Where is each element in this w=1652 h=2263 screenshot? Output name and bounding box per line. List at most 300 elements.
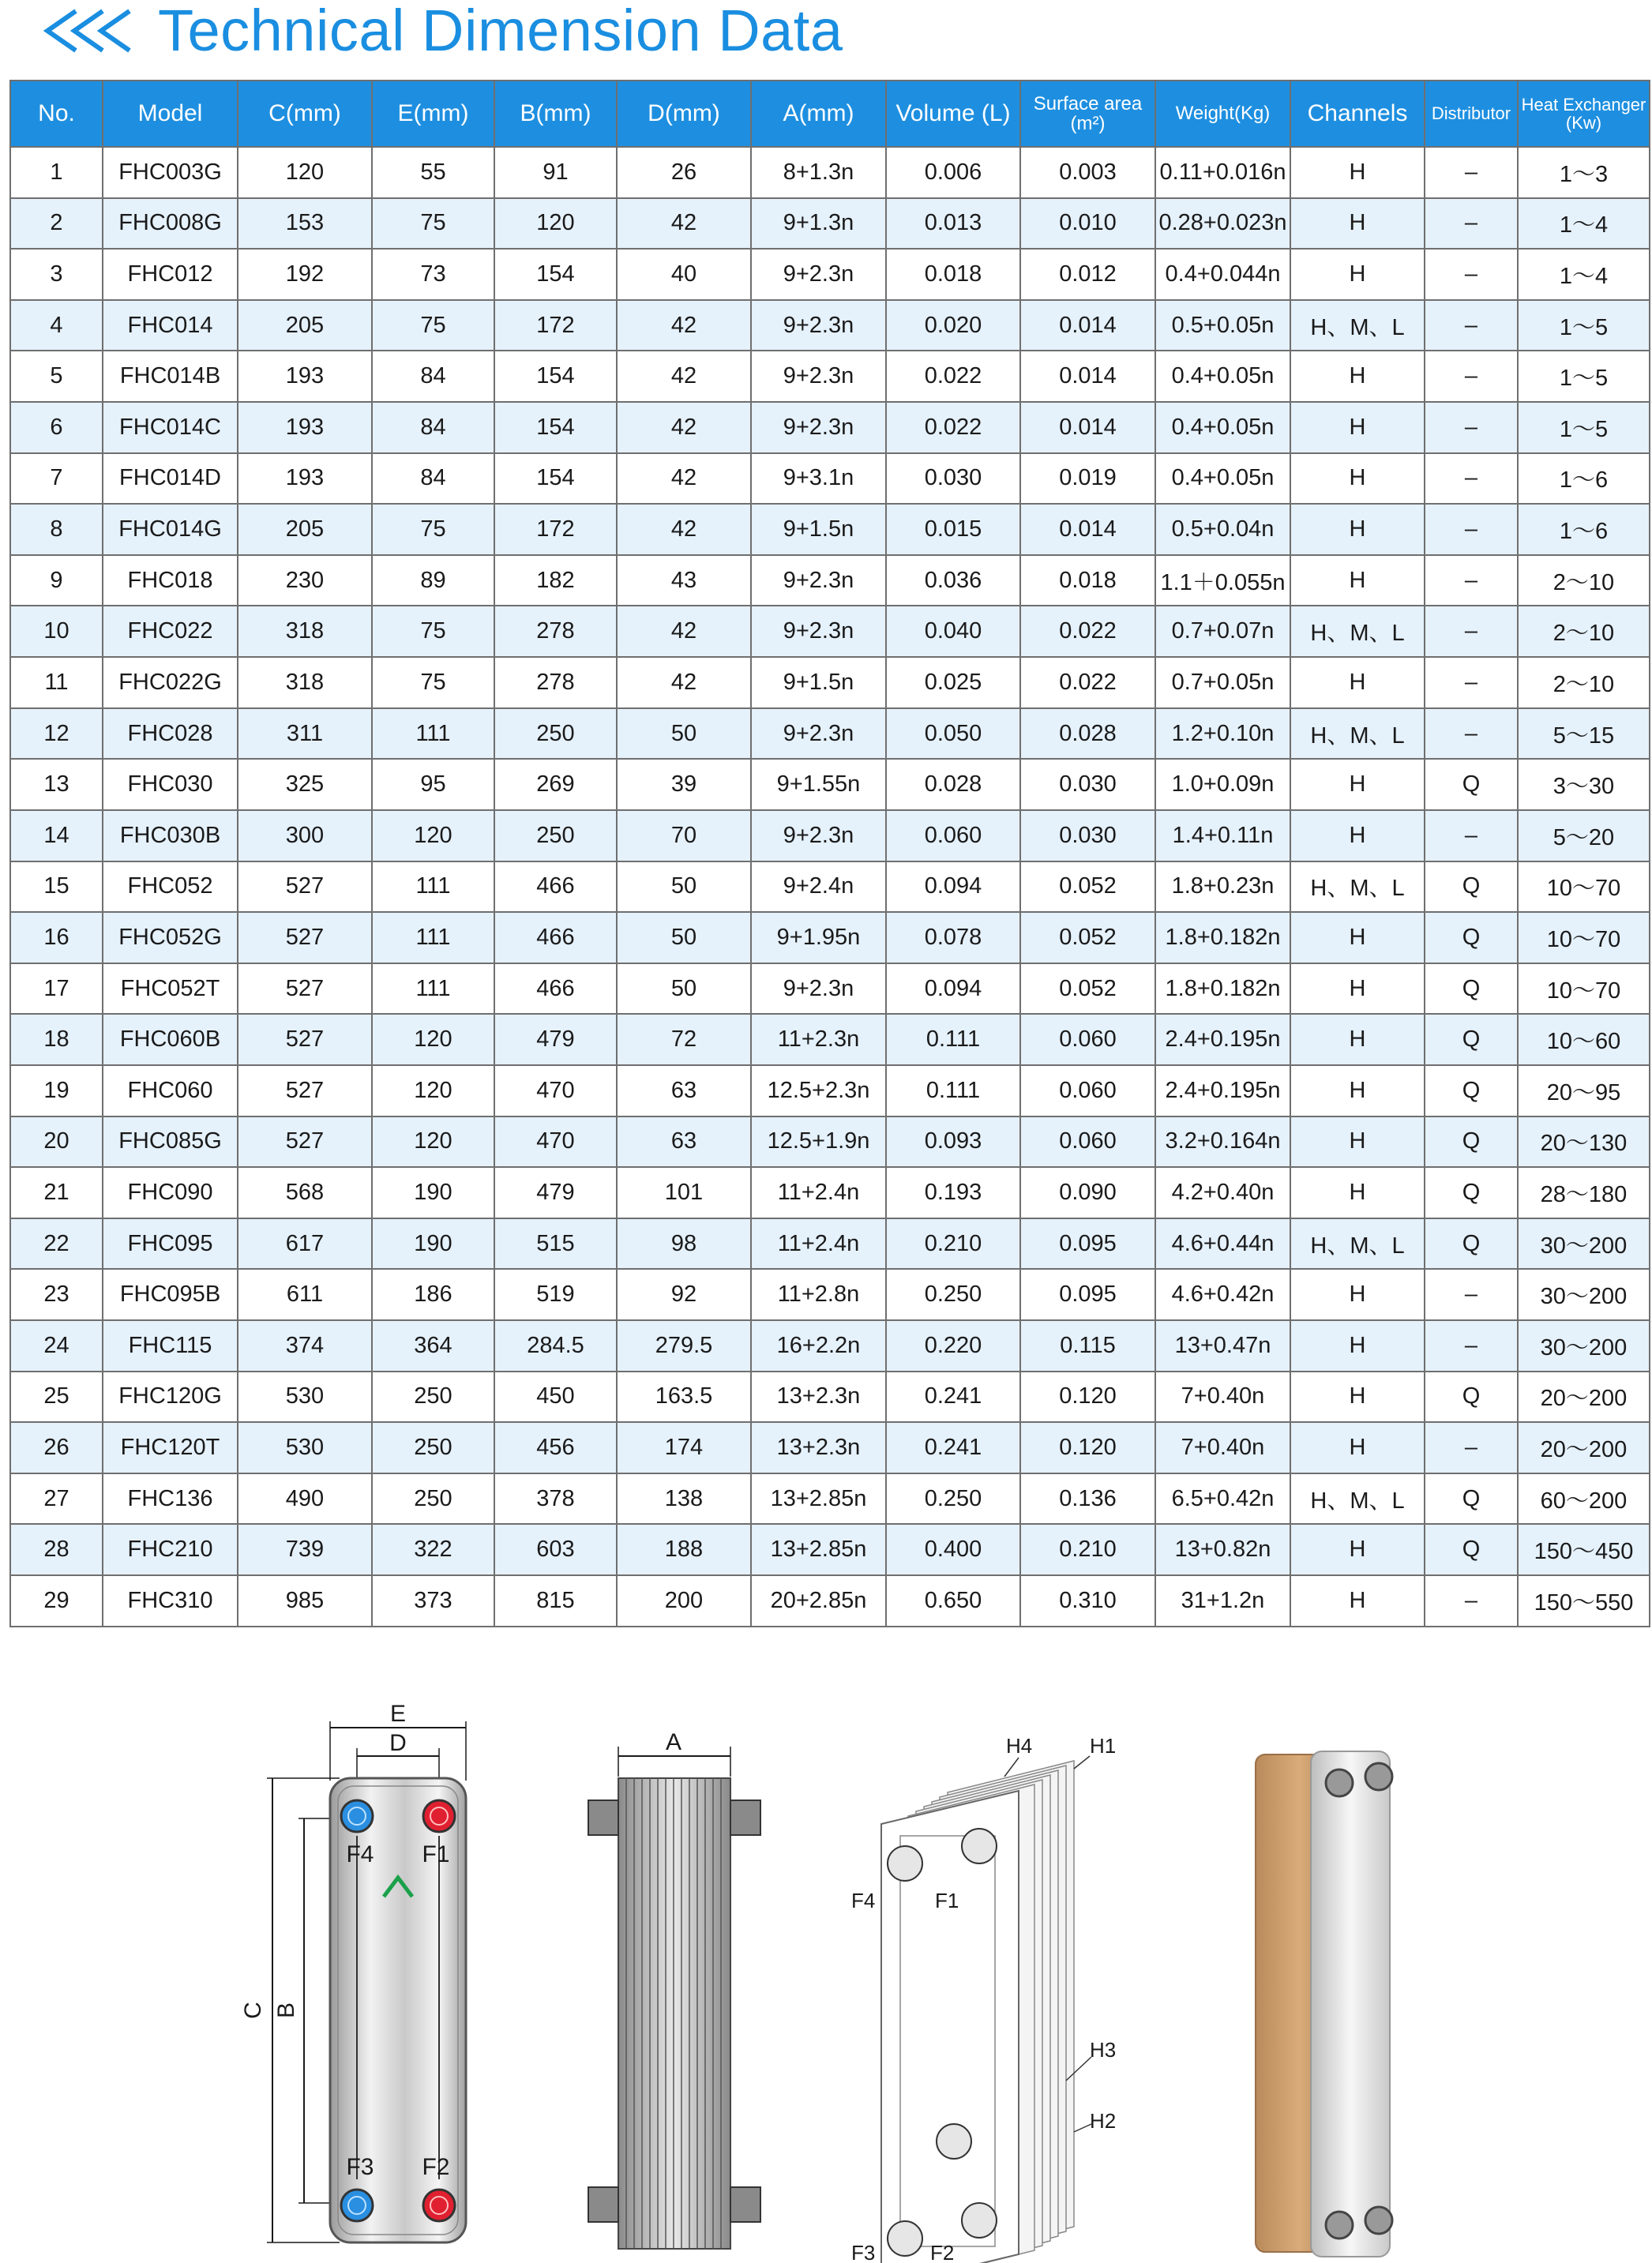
cell-volume: 0.050 (886, 708, 1020, 760)
cell-c: 325 (238, 759, 372, 810)
cell-b: 470 (494, 1065, 617, 1116)
cell-distributor: Q (1425, 1218, 1518, 1270)
cell-weight: 1.2+0.10n (1155, 708, 1290, 760)
cell-no: 15 (10, 861, 103, 913)
cell-channels: H (1290, 504, 1425, 555)
cell-a: 9+2.4n (751, 861, 886, 913)
cell-no: 9 (10, 555, 103, 606)
cell-d: 43 (617, 555, 751, 606)
diagram-area (0, 1658, 1652, 2263)
exploded-h2-label: H2 (1090, 2109, 1117, 2133)
cell-heat-exchanger: 3～30 (1518, 759, 1650, 810)
cell-a: 11+2.3n (751, 1014, 886, 1065)
cell-surface-area: 0.052 (1020, 861, 1155, 913)
table-row (10, 1116, 1650, 1168)
cell-no: 28 (10, 1524, 103, 1575)
table-row (10, 1320, 1650, 1372)
cell-heat-exchanger: 2～10 (1518, 606, 1650, 657)
cell-model: FHC014B (103, 351, 238, 402)
cell-volume: 0.015 (886, 504, 1020, 555)
port-f4-label: F4 (346, 1841, 374, 1867)
cell-a: 12.5+1.9n (751, 1116, 886, 1168)
cell-e: 373 (372, 1575, 494, 1627)
cell-distributor: Q (1425, 861, 1518, 913)
cell-d: 42 (617, 198, 751, 250)
cell-c: 374 (238, 1320, 372, 1372)
cell-model: FHC136 (103, 1473, 238, 1525)
table-row (10, 453, 1650, 505)
dimension-table (9, 80, 1650, 1627)
cell-heat-exchanger: 60～200 (1518, 1473, 1650, 1525)
cell-a: 9+1.5n (751, 504, 886, 555)
cell-weight: 0.4+0.05n (1155, 351, 1290, 402)
cell-d: 63 (617, 1116, 751, 1168)
cell-heat-exchanger: 1～4 (1518, 249, 1650, 300)
table-row (10, 1167, 1650, 1218)
cell-channels: H (1290, 1116, 1425, 1168)
cell-channels: H、M、L (1290, 708, 1425, 760)
cell-weight: 7+0.40n (1155, 1372, 1290, 1423)
header-distributor: Distributor (1425, 81, 1518, 147)
cell-distributor: – (1425, 504, 1518, 555)
cell-weight: 6.5+0.42n (1155, 1473, 1290, 1525)
cell-d: 70 (617, 810, 751, 861)
table-row (10, 1014, 1650, 1065)
cell-a: 11+2.8n (751, 1269, 886, 1320)
cell-c: 527 (238, 861, 372, 913)
cell-a: 9+2.3n (751, 402, 886, 453)
cell-model: FHC018 (103, 555, 238, 606)
cell-surface-area: 0.012 (1020, 249, 1155, 300)
cell-distributor: – (1425, 402, 1518, 453)
cell-a: 9+2.3n (751, 810, 886, 861)
cell-volume: 0.022 (886, 402, 1020, 453)
cell-heat-exchanger: 1～5 (1518, 300, 1650, 351)
cell-a: 12.5+2.3n (751, 1065, 886, 1116)
cell-no: 2 (10, 198, 103, 250)
cell-a: 9+2.3n (751, 606, 886, 657)
exploded-f3-label: F3 (851, 2241, 876, 2263)
cell-model: FHC060 (103, 1065, 238, 1116)
exploded-f4-label: F4 (851, 1889, 876, 1912)
cell-distributor: – (1425, 1269, 1518, 1320)
cell-a: 9+2.3n (751, 555, 886, 606)
cell-weight: 0.4+0.05n (1155, 453, 1290, 505)
cell-weight: 1.8+0.182n (1155, 912, 1290, 963)
cell-heat-exchanger: 1～4 (1518, 198, 1650, 250)
cell-c: 311 (238, 708, 372, 760)
cell-no: 14 (10, 810, 103, 861)
cell-surface-area: 0.210 (1020, 1524, 1155, 1575)
cell-e: 111 (372, 912, 494, 963)
cell-volume: 0.250 (886, 1473, 1020, 1525)
cell-heat-exchanger: 10～60 (1518, 1014, 1650, 1065)
cell-b: 278 (494, 657, 617, 708)
table-row (10, 912, 1650, 963)
cell-e: 120 (372, 1116, 494, 1168)
cell-d: 50 (617, 912, 751, 963)
cell-volume: 0.020 (886, 300, 1020, 351)
cell-heat-exchanger: 2～10 (1518, 555, 1650, 606)
cell-weight: 4.6+0.42n (1155, 1269, 1290, 1320)
cell-d: 63 (617, 1065, 751, 1116)
cell-distributor: – (1425, 606, 1518, 657)
cell-surface-area: 0.115 (1020, 1320, 1155, 1372)
cell-distributor: Q (1425, 1014, 1518, 1065)
cell-b: 815 (494, 1575, 617, 1627)
cell-weight: 4.6+0.44n (1155, 1218, 1290, 1270)
cell-distributor: – (1425, 810, 1518, 861)
cell-b: 450 (494, 1372, 617, 1423)
cell-d: 98 (617, 1218, 751, 1270)
cell-no: 26 (10, 1422, 103, 1473)
cell-weight: 0.28+0.023n (1155, 198, 1290, 250)
cell-no: 16 (10, 912, 103, 963)
cell-channels: H (1290, 657, 1425, 708)
cell-distributor: – (1425, 453, 1518, 505)
cell-volume: 0.030 (886, 453, 1020, 505)
cell-distributor: Q (1425, 759, 1518, 810)
cell-d: 138 (617, 1473, 751, 1525)
table-row (10, 861, 1650, 913)
cell-model: FHC022 (103, 606, 238, 657)
cell-no: 6 (10, 402, 103, 453)
cell-b: 456 (494, 1422, 617, 1473)
cell-channels: H、M、L (1290, 1218, 1425, 1270)
cell-volume: 0.220 (886, 1320, 1020, 1372)
header-weight: Weight(Kg) (1155, 81, 1290, 147)
cell-volume: 0.193 (886, 1167, 1020, 1218)
exploded-h3-label: H3 (1090, 2038, 1117, 2062)
cell-a: 9+1.5n (751, 657, 886, 708)
exploded-f2-label: F2 (930, 2241, 955, 2263)
cell-surface-area: 0.014 (1020, 300, 1155, 351)
port-f1-icon (423, 1800, 455, 1832)
cell-no: 8 (10, 504, 103, 555)
cell-no: 18 (10, 1014, 103, 1065)
cell-c: 739 (238, 1524, 372, 1575)
cell-volume: 0.060 (886, 810, 1020, 861)
cell-surface-area: 0.060 (1020, 1014, 1155, 1065)
cell-heat-exchanger: 10～70 (1518, 963, 1650, 1015)
cell-channels: H (1290, 402, 1425, 453)
cell-distributor: – (1425, 1422, 1518, 1473)
table-row (10, 759, 1650, 810)
exploded-h1-label: H1 (1090, 1734, 1117, 1758)
cell-heat-exchanger: 10～70 (1518, 912, 1650, 963)
cell-b: 172 (494, 300, 617, 351)
cell-volume: 0.025 (886, 657, 1020, 708)
cell-c: 527 (238, 1014, 372, 1065)
cell-volume: 0.040 (886, 606, 1020, 657)
cell-c: 230 (238, 555, 372, 606)
cell-c: 300 (238, 810, 372, 861)
cell-distributor: – (1425, 351, 1518, 402)
cell-channels: H (1290, 759, 1425, 810)
cell-weight: 1.4+0.11n (1155, 810, 1290, 861)
cell-channels: H、M、L (1290, 861, 1425, 913)
cell-e: 111 (372, 861, 494, 913)
cell-distributor: Q (1425, 1524, 1518, 1575)
cell-no: 24 (10, 1320, 103, 1372)
table-row (10, 300, 1650, 351)
cell-c: 527 (238, 963, 372, 1015)
cell-distributor: – (1425, 249, 1518, 300)
table-row (10, 402, 1650, 453)
cell-b: 378 (494, 1473, 617, 1525)
cell-e: 84 (372, 351, 494, 402)
cell-heat-exchanger: 5～15 (1518, 708, 1650, 760)
cell-volume: 0.650 (886, 1575, 1020, 1627)
cell-heat-exchanger: 2～10 (1518, 657, 1650, 708)
cell-e: 75 (372, 198, 494, 250)
cell-heat-exchanger: 5～20 (1518, 810, 1650, 861)
cell-no: 19 (10, 1065, 103, 1116)
cell-c: 985 (238, 1575, 372, 1627)
cell-b: 479 (494, 1167, 617, 1218)
port-f3-label: F3 (346, 2154, 374, 2180)
port-f2-label: F2 (422, 2154, 450, 2180)
cell-e: 364 (372, 1320, 494, 1372)
cell-model: FHC030B (103, 810, 238, 861)
cell-model: FHC030 (103, 759, 238, 810)
cell-surface-area: 0.030 (1020, 810, 1155, 861)
cell-b: 479 (494, 1014, 617, 1065)
cell-no: 17 (10, 963, 103, 1015)
table-row (10, 555, 1650, 606)
header-hx-line2: (Kw) (1565, 113, 1602, 133)
cell-weight: 31+1.2n (1155, 1575, 1290, 1627)
cell-e: 73 (372, 249, 494, 300)
cell-b: 519 (494, 1269, 617, 1320)
cell-e: 190 (372, 1167, 494, 1218)
cell-model: FHC310 (103, 1575, 238, 1627)
cell-surface-area: 0.310 (1020, 1575, 1155, 1627)
cell-c: 527 (238, 912, 372, 963)
cell-surface-area: 0.030 (1020, 759, 1155, 810)
table-row (10, 1473, 1650, 1525)
cell-surface-area: 0.018 (1020, 555, 1155, 606)
dim-e-label: E (389, 1701, 407, 1727)
cell-surface-area: 0.060 (1020, 1116, 1155, 1168)
cell-surface-area: 0.003 (1020, 147, 1155, 198)
cell-surface-area: 0.010 (1020, 198, 1155, 250)
cell-heat-exchanger: 1～3 (1518, 147, 1650, 198)
cell-a: 13+2.3n (751, 1422, 886, 1473)
cell-d: 42 (617, 402, 751, 453)
cell-model: FHC008G (103, 198, 238, 250)
cell-distributor: – (1425, 300, 1518, 351)
cell-weight: 0.7+0.05n (1155, 657, 1290, 708)
cell-d: 163.5 (617, 1372, 751, 1423)
cell-c: 193 (238, 402, 372, 453)
cell-distributor: – (1425, 1320, 1518, 1372)
cell-channels: H (1290, 453, 1425, 505)
cell-d: 72 (617, 1014, 751, 1065)
cell-weight: 1.1＋0.055n (1155, 555, 1290, 606)
cell-a: 11+2.4n (751, 1167, 886, 1218)
cell-no: 27 (10, 1473, 103, 1525)
cell-e: 250 (372, 1473, 494, 1525)
table-row (10, 1065, 1650, 1116)
cell-e: 75 (372, 606, 494, 657)
cell-channels: H (1290, 249, 1425, 300)
header-e: E(mm) (372, 81, 494, 147)
cell-channels: H (1290, 1372, 1425, 1423)
header-surface-line2: (m²) (1070, 113, 1106, 134)
cell-no: 10 (10, 606, 103, 657)
cell-d: 42 (617, 300, 751, 351)
cell-channels: H (1290, 1422, 1425, 1473)
cell-volume: 0.111 (886, 1014, 1020, 1065)
cell-d: 101 (617, 1167, 751, 1218)
cell-heat-exchanger: 30～200 (1518, 1320, 1650, 1372)
cell-a: 9+1.55n (751, 759, 886, 810)
cell-d: 174 (617, 1422, 751, 1473)
cell-b: 172 (494, 504, 617, 555)
cell-channels: H、M、L (1290, 1473, 1425, 1525)
cell-d: 39 (617, 759, 751, 810)
cell-b: 269 (494, 759, 617, 810)
table-row (10, 1524, 1650, 1575)
cell-channels: H (1290, 1269, 1425, 1320)
cell-volume: 0.210 (886, 1218, 1020, 1270)
cell-e: 186 (372, 1269, 494, 1320)
cell-model: FHC052G (103, 912, 238, 963)
header-surface-area (1020, 81, 1155, 147)
cell-b: 515 (494, 1218, 617, 1270)
header-a: A(mm) (751, 81, 886, 147)
cell-model: FHC120T (103, 1422, 238, 1473)
cell-weight: 2.4+0.195n (1155, 1014, 1290, 1065)
cell-distributor: – (1425, 555, 1518, 606)
cell-e: 84 (372, 453, 494, 505)
cell-surface-area: 0.014 (1020, 351, 1155, 402)
cell-distributor: Q (1425, 963, 1518, 1015)
cell-surface-area: 0.022 (1020, 657, 1155, 708)
cell-e: 120 (372, 1014, 494, 1065)
cell-model: FHC120G (103, 1372, 238, 1423)
cell-d: 50 (617, 861, 751, 913)
dim-c-label: C (240, 2002, 266, 2019)
cell-channels: H (1290, 1575, 1425, 1627)
cell-model: FHC095 (103, 1218, 238, 1270)
cell-c: 568 (238, 1167, 372, 1218)
cell-e: 250 (372, 1422, 494, 1473)
cell-no: 5 (10, 351, 103, 402)
cell-no: 20 (10, 1116, 103, 1168)
header-surface-line1: Surface area (1033, 92, 1143, 114)
cell-weight: 7+0.40n (1155, 1422, 1290, 1473)
cell-model: FHC012 (103, 249, 238, 300)
table-row (10, 1218, 1650, 1270)
table-row (10, 657, 1650, 708)
chevron-left-icon (38, 3, 141, 58)
cell-weight: 0.7+0.07n (1155, 606, 1290, 657)
cell-volume: 0.094 (886, 963, 1020, 1015)
cell-model: FHC014 (103, 300, 238, 351)
cell-weight: 1.0+0.09n (1155, 759, 1290, 810)
cell-no: 29 (10, 1575, 103, 1627)
cell-c: 611 (238, 1269, 372, 1320)
cell-e: 120 (372, 1065, 494, 1116)
cell-volume: 0.078 (886, 912, 1020, 963)
cell-heat-exchanger: 10～70 (1518, 861, 1650, 913)
cell-b: 466 (494, 963, 617, 1015)
cell-no: 22 (10, 1218, 103, 1270)
cell-no: 4 (10, 300, 103, 351)
cell-weight: 3.2+0.164n (1155, 1116, 1290, 1168)
cell-c: 193 (238, 453, 372, 505)
cell-e: 322 (372, 1524, 494, 1575)
cell-heat-exchanger: 150～550 (1518, 1575, 1650, 1627)
cell-b: 603 (494, 1524, 617, 1575)
cell-e: 75 (372, 300, 494, 351)
page-title: Technical Dimension Data (158, 0, 843, 63)
cell-c: 530 (238, 1422, 372, 1473)
cell-heat-exchanger: 28～180 (1518, 1167, 1650, 1218)
cell-distributor: Q (1425, 912, 1518, 963)
cell-weight: 1.8+0.23n (1155, 861, 1290, 913)
cell-e: 120 (372, 810, 494, 861)
table-row (10, 198, 1650, 250)
cell-heat-exchanger: 1～6 (1518, 504, 1650, 555)
cell-volume: 0.241 (886, 1422, 1020, 1473)
cell-d: 42 (617, 504, 751, 555)
cell-e: 55 (372, 147, 494, 198)
cell-weight: 1.8+0.182n (1155, 963, 1290, 1015)
cell-channels: H (1290, 1065, 1425, 1116)
cell-channels: H (1290, 198, 1425, 250)
cell-d: 50 (617, 963, 751, 1015)
cell-d: 42 (617, 657, 751, 708)
cell-heat-exchanger: 30～200 (1518, 1218, 1650, 1270)
cell-distributor: – (1425, 147, 1518, 198)
cell-e: 111 (372, 963, 494, 1015)
cell-channels: H (1290, 351, 1425, 402)
cell-volume: 0.250 (886, 1269, 1020, 1320)
cell-d: 42 (617, 606, 751, 657)
cell-c: 318 (238, 657, 372, 708)
cell-channels: H、M、L (1290, 300, 1425, 351)
cell-surface-area: 0.090 (1020, 1167, 1155, 1218)
cell-volume: 0.093 (886, 1116, 1020, 1168)
cell-d: 26 (617, 147, 751, 198)
cell-distributor: – (1425, 657, 1518, 708)
cell-d: 200 (617, 1575, 751, 1627)
table-row (10, 1575, 1650, 1627)
cell-model: FHC014G (103, 504, 238, 555)
cell-channels: H (1290, 1320, 1425, 1372)
cell-model: FHC095B (103, 1269, 238, 1320)
cell-distributor: Q (1425, 1167, 1518, 1218)
cell-volume: 0.018 (886, 249, 1020, 300)
exploded-h4-label: H4 (1006, 1734, 1033, 1758)
cell-c: 153 (238, 198, 372, 250)
cell-volume: 0.111 (886, 1065, 1020, 1116)
cell-no: 23 (10, 1269, 103, 1320)
cell-surface-area: 0.095 (1020, 1269, 1155, 1320)
cell-channels: H (1290, 1167, 1425, 1218)
header-heat-exchanger (1518, 81, 1650, 147)
cell-heat-exchanger: 1～5 (1518, 402, 1650, 453)
table-row (10, 606, 1650, 657)
cell-a: 9+1.95n (751, 912, 886, 963)
side-view-diagram (580, 1658, 770, 2263)
cell-model: FHC085G (103, 1116, 238, 1168)
header-c: C(mm) (238, 81, 372, 147)
cell-b: 284.5 (494, 1320, 617, 1372)
